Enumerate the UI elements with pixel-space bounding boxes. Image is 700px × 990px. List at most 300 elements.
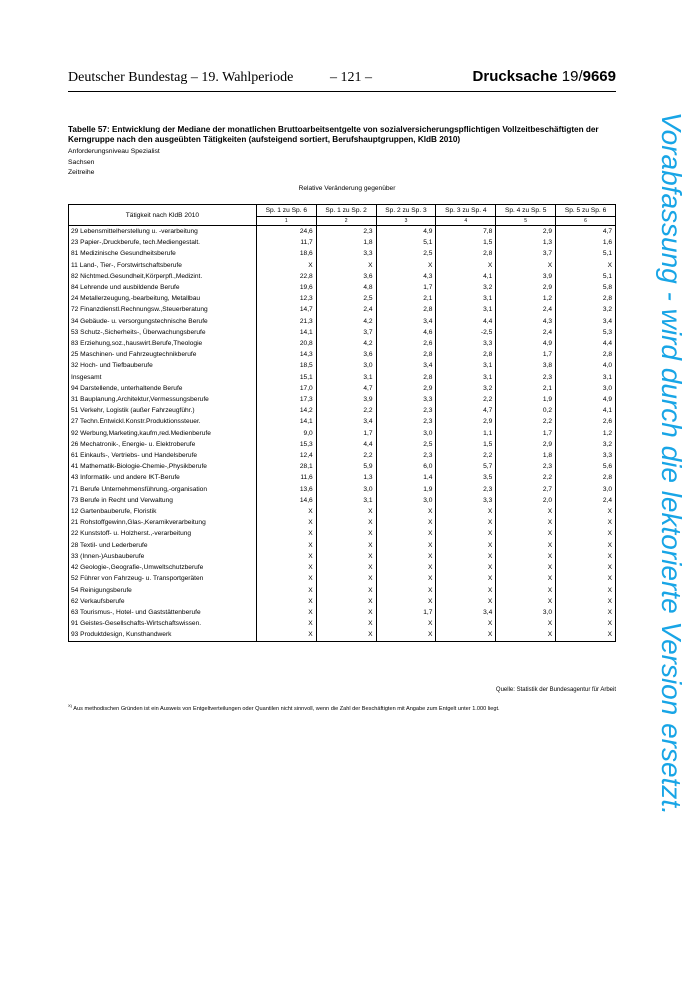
row-value-col-6: 2,6 [556, 416, 616, 427]
row-value-col-2: 3,0 [316, 360, 376, 371]
row-value-col-6: X [556, 618, 616, 629]
row-label: 21 Rohstoffgewinn,Glas-,Keramikverarbeitung [69, 517, 257, 528]
row-value-col-5: 1,7 [496, 428, 556, 439]
row-value-col-1: 14,3 [256, 349, 316, 360]
row-value-col-5: 2,4 [496, 304, 556, 315]
row-value-col-6: X [556, 573, 616, 584]
row-value-col-2: 3,9 [316, 394, 376, 405]
header-publication: Deutscher Bundestag – 19. Wahlperiode [68, 70, 294, 85]
row-label: 33 (Innen-)Ausbauberufe [69, 551, 257, 562]
row-value-col-1: 11,7 [256, 237, 316, 248]
row-value-col-6: X [556, 585, 616, 596]
row-value-col-1: 22,8 [256, 271, 316, 282]
row-value-col-1: X [256, 618, 316, 629]
row-value-col-3: X [376, 551, 436, 562]
row-label: 83 Erziehung,soz.,hauswirt.Berufe,Theologie [69, 338, 257, 349]
table-row [69, 226, 616, 238]
row-value-col-2: 2,2 [316, 405, 376, 416]
column-number-6: 6 [556, 217, 616, 226]
row-value-col-6: 5,8 [556, 282, 616, 293]
row-value-col-5: 1,3 [496, 237, 556, 248]
row-value-col-5: X [496, 517, 556, 528]
row-value-col-5: 2,0 [496, 495, 556, 506]
row-value-col-2: X [316, 551, 376, 562]
row-label: 12 Gartenbauberufe, Floristik [69, 506, 257, 517]
row-value-col-6: 4,7 [556, 226, 616, 238]
table-row [69, 484, 616, 495]
table-subtitles [68, 147, 160, 179]
row-value-col-3: 2,9 [376, 383, 436, 394]
row-value-col-3: 2,8 [376, 349, 436, 360]
row-label: 81 Medizinische Gesundheitsberufe [69, 248, 257, 259]
table-row [69, 428, 616, 439]
row-value-col-3: X [376, 528, 436, 539]
column-header-4: Sp. 3 zu Sp. 4 [436, 205, 496, 217]
row-label: 27 Techn.Entwickl.Konstr.Produktionssteuer. [69, 416, 257, 427]
row-value-col-6: X [556, 607, 616, 618]
row-value-col-5: X [496, 585, 556, 596]
row-value-col-3: 4,6 [376, 327, 436, 338]
row-value-col-1: X [256, 540, 316, 551]
row-value-col-4: 3,5 [436, 472, 496, 483]
row-value-col-3: 1,9 [376, 484, 436, 495]
row-value-col-6: 3,4 [556, 316, 616, 327]
row-value-col-2: 5,9 [316, 461, 376, 472]
table-row [69, 540, 616, 551]
row-label: Insgesamt [69, 372, 257, 383]
row-value-col-5: 2,7 [496, 484, 556, 495]
table-row [69, 495, 616, 506]
row-value-col-5: 4,3 [496, 316, 556, 327]
row-value-col-4: X [436, 596, 496, 607]
row-value-col-1: 14,2 [256, 405, 316, 416]
data-table [68, 204, 616, 642]
drucksache-label: Drucksache [472, 68, 558, 85]
row-value-col-5: X [496, 562, 556, 573]
footnote-marker: X) [68, 703, 72, 708]
row-value-col-2: 3,4 [316, 416, 376, 427]
row-value-col-4: X [436, 629, 496, 641]
label-column-header: Tätigkeit nach KldB 2010 [69, 205, 257, 226]
row-value-col-3: 2,8 [376, 304, 436, 315]
row-value-col-2: 4,2 [316, 316, 376, 327]
footnote-text: Aus methodischen Gründen ist ein Ausweis von Entgeltverteilungen oder Quantilen nicht sinnvoll, wenn die Zahl der Beschäftigten mit Angabe zum Entgelt unter 1.000 liegt. [73, 705, 500, 712]
row-value-col-4: -2,5 [436, 327, 496, 338]
row-label: 34 Gebäude- u. versorgungstechnische Berufe [69, 316, 257, 327]
table-row [69, 304, 616, 315]
row-value-col-3: 2,8 [376, 372, 436, 383]
row-value-col-3: X [376, 573, 436, 584]
row-value-col-2: 3,1 [316, 372, 376, 383]
table-row [69, 472, 616, 483]
page-header [68, 70, 616, 90]
row-value-col-5: 4,9 [496, 338, 556, 349]
row-value-col-1: 24,6 [256, 226, 316, 238]
row-label: 26 Mechatronik-, Energie- u. Elektroberufe [69, 439, 257, 450]
row-value-col-2: X [316, 260, 376, 271]
row-value-col-6: 5,6 [556, 461, 616, 472]
column-number-4: 4 [436, 217, 496, 226]
row-value-col-6: 4,9 [556, 394, 616, 405]
row-value-col-2: X [316, 517, 376, 528]
row-value-col-3: X [376, 562, 436, 573]
row-value-col-6: 5,3 [556, 327, 616, 338]
header-page-number: – 121 – [330, 70, 372, 85]
row-value-col-5: 2,3 [496, 372, 556, 383]
row-value-col-5: 1,2 [496, 293, 556, 304]
row-value-col-5: X [496, 596, 556, 607]
row-value-col-4: 5,7 [436, 461, 496, 472]
row-value-col-2: 3,1 [316, 495, 376, 506]
row-value-col-3: 3,4 [376, 316, 436, 327]
row-value-col-1: 14,1 [256, 416, 316, 427]
row-value-col-4: 3,1 [436, 360, 496, 371]
row-value-col-3: 2,3 [376, 405, 436, 416]
table-row [69, 394, 616, 405]
table-row [69, 349, 616, 360]
row-value-col-1: 21,3 [256, 316, 316, 327]
row-label: 23 Papier-,Druckberufe, tech.Mediengestalt. [69, 237, 257, 248]
row-value-col-1: 18,5 [256, 360, 316, 371]
row-value-col-3: X [376, 629, 436, 641]
row-label: 92 Werbung,Marketing,kaufm,red.Medienberufe [69, 428, 257, 439]
row-value-col-3: 2,5 [376, 248, 436, 259]
table-row [69, 596, 616, 607]
row-value-col-4: 3,1 [436, 372, 496, 383]
row-value-col-6: X [556, 506, 616, 517]
table-row [69, 260, 616, 271]
row-value-col-1: X [256, 506, 316, 517]
row-value-col-5: 2,9 [496, 226, 556, 238]
row-value-col-4: X [436, 551, 496, 562]
row-value-col-1: 20,8 [256, 338, 316, 349]
row-label: 63 Tourismus-, Hotel- und Gaststättenberufe [69, 607, 257, 618]
table-row [69, 405, 616, 416]
row-label: 94 Darstellende, unterhaltende Berufe [69, 383, 257, 394]
draft-watermark [651, 112, 691, 902]
row-value-col-4: X [436, 528, 496, 539]
row-value-col-5: X [496, 618, 556, 629]
table-row [69, 618, 616, 629]
row-value-col-6: 4,0 [556, 360, 616, 371]
table-row [69, 629, 616, 641]
row-label: 54 Reinigungsberufe [69, 585, 257, 596]
table-row [69, 461, 616, 472]
row-value-col-6: X [556, 260, 616, 271]
source-note: Quelle: Statistik der Bundesagentur für Arbeit [495, 687, 616, 693]
row-value-col-1: X [256, 629, 316, 641]
row-value-col-4: X [436, 618, 496, 629]
table-row [69, 338, 616, 349]
row-value-col-4: 2,9 [436, 416, 496, 427]
row-value-col-3: 3,3 [376, 394, 436, 405]
table-row [69, 528, 616, 539]
table-body [69, 226, 616, 642]
row-value-col-4: 2,3 [436, 484, 496, 495]
row-value-col-5: X [496, 528, 556, 539]
row-value-col-5: 1,8 [496, 450, 556, 461]
row-value-col-2: 3,7 [316, 327, 376, 338]
row-value-col-6: 3,1 [556, 372, 616, 383]
row-value-col-1: 17,0 [256, 383, 316, 394]
column-header-5: Sp. 4 zu Sp. 5 [496, 205, 556, 217]
table-row [69, 327, 616, 338]
row-value-col-1: 9,0 [256, 428, 316, 439]
row-value-col-6: 2,8 [556, 472, 616, 483]
row-value-col-5: 3,7 [496, 248, 556, 259]
table-row [69, 416, 616, 427]
row-value-col-1: 14,6 [256, 495, 316, 506]
row-value-col-6: 3,0 [556, 383, 616, 394]
header-row [69, 205, 616, 217]
column-header-2: Sp. 1 zu Sp. 2 [316, 205, 376, 217]
row-label: 91 Geistes-Gesellschafts-Wirtschaftswissen. [69, 618, 257, 629]
row-value-col-2: X [316, 618, 376, 629]
row-value-col-6: X [556, 551, 616, 562]
header-rule [68, 91, 616, 92]
row-value-col-6: X [556, 562, 616, 573]
row-value-col-2: 2,4 [316, 304, 376, 315]
row-value-col-1: X [256, 573, 316, 584]
row-value-col-5: 2,4 [496, 327, 556, 338]
row-value-col-4: 3,1 [436, 293, 496, 304]
row-label: 62 Verkaufsberufe [69, 596, 257, 607]
row-value-col-4: X [436, 562, 496, 573]
row-value-col-4: 4,4 [436, 316, 496, 327]
row-value-col-6: X [556, 528, 616, 539]
row-value-col-3: 3,0 [376, 495, 436, 506]
row-label: 32 Hoch- und Tiefbauberufe [69, 360, 257, 371]
row-value-col-1: 14,7 [256, 304, 316, 315]
row-label: 31 Bauplanung,Architektur,Vermessungsberufe [69, 394, 257, 405]
row-value-col-4: 2,8 [436, 349, 496, 360]
row-value-col-1: X [256, 260, 316, 271]
row-value-col-4: X [436, 260, 496, 271]
row-value-col-5: 1,7 [496, 349, 556, 360]
table-row [69, 517, 616, 528]
row-value-col-1: X [256, 528, 316, 539]
row-value-col-2: 3,0 [316, 484, 376, 495]
table-row [69, 271, 616, 282]
row-value-col-2: X [316, 528, 376, 539]
row-value-col-2: 3,6 [316, 349, 376, 360]
row-value-col-5: X [496, 540, 556, 551]
table-row [69, 316, 616, 327]
row-value-col-1: X [256, 607, 316, 618]
row-label: 22 Kunststoff- u. Holzherst.,-verarbeitung [69, 528, 257, 539]
column-header-1: Sp. 1 zu Sp. 6 [256, 205, 316, 217]
row-value-col-5: 0,2 [496, 405, 556, 416]
row-value-col-3: 2,3 [376, 450, 436, 461]
table-row [69, 607, 616, 618]
row-value-col-1: X [256, 517, 316, 528]
row-value-col-6: 3,3 [556, 450, 616, 461]
table-row [69, 450, 616, 461]
row-value-col-1: 13,6 [256, 484, 316, 495]
row-value-col-4: 4,1 [436, 271, 496, 282]
row-value-col-5: X [496, 551, 556, 562]
row-value-col-4: 3,4 [436, 607, 496, 618]
row-label: 11 Land-, Tier-, Forstwirtschaftsberufe [69, 260, 257, 271]
row-value-col-6: 3,2 [556, 304, 616, 315]
row-value-col-4: 3,2 [436, 282, 496, 293]
row-label: 29 Lebensmittelherstellung u. -verarbeitung [69, 226, 257, 238]
row-label: 43 Informatik- und andere IKT-Berufe [69, 472, 257, 483]
row-value-col-2: 4,8 [316, 282, 376, 293]
table-row [69, 439, 616, 450]
table-row [69, 383, 616, 394]
row-value-col-3: 1,7 [376, 607, 436, 618]
row-value-col-1: 15,3 [256, 439, 316, 450]
row-value-col-3: 1,4 [376, 472, 436, 483]
row-value-col-2: 1,3 [316, 472, 376, 483]
row-value-col-4: 2,2 [436, 450, 496, 461]
table-row [69, 585, 616, 596]
table-row [69, 551, 616, 562]
row-value-col-4: 4,7 [436, 405, 496, 416]
row-value-col-3: 4,9 [376, 226, 436, 238]
row-value-col-5: 2,3 [496, 461, 556, 472]
row-value-col-5: 2,9 [496, 282, 556, 293]
row-label: 25 Maschinen- und Fahrzeugtechnikberufe [69, 349, 257, 360]
row-label: 41 Mathematik-Biologie-Chemie-,Physikberufe [69, 461, 257, 472]
row-value-col-1: 17,3 [256, 394, 316, 405]
row-value-col-6: 5,1 [556, 271, 616, 282]
row-value-col-6: 1,6 [556, 237, 616, 248]
row-value-col-5: 1,9 [496, 394, 556, 405]
column-number-2: 2 [316, 217, 376, 226]
row-value-col-2: 3,6 [316, 271, 376, 282]
row-label: 42 Geologie-,Geografie-,Umweltschutzberufe [69, 562, 257, 573]
header-drucksache [473, 68, 616, 85]
row-value-col-6: X [556, 540, 616, 551]
row-value-col-6: 5,1 [556, 248, 616, 259]
row-value-col-3: 3,0 [376, 428, 436, 439]
row-value-col-2: 1,7 [316, 428, 376, 439]
row-value-col-5: 3,0 [496, 607, 556, 618]
row-value-col-4: 3,3 [436, 338, 496, 349]
row-value-col-3: X [376, 585, 436, 596]
row-value-col-4: 2,2 [436, 394, 496, 405]
watermark-text: Vorabfassung - wird durch die lektorierte Version ersetzt. [656, 112, 687, 815]
row-value-col-1: X [256, 551, 316, 562]
column-number-1: 1 [256, 217, 316, 226]
row-value-col-6: 1,2 [556, 428, 616, 439]
row-value-col-5: 2,9 [496, 439, 556, 450]
row-value-col-3: 4,3 [376, 271, 436, 282]
row-value-col-3: 1,7 [376, 282, 436, 293]
row-value-col-6: 4,4 [556, 338, 616, 349]
table-row [69, 248, 616, 259]
row-label: 93 Produktdesign, Kunsthandwerk [69, 629, 257, 641]
row-label: 24 Metallerzeugung,-bearbeitung, Metallbau [69, 293, 257, 304]
row-value-col-5: X [496, 629, 556, 641]
table-row [69, 372, 616, 383]
row-value-col-4: 3,3 [436, 495, 496, 506]
row-value-col-3: X [376, 596, 436, 607]
row-value-col-5: X [496, 573, 556, 584]
row-value-col-2: 4,2 [316, 338, 376, 349]
row-value-col-4: X [436, 573, 496, 584]
column-header-6: Sp. 5 zu Sp. 6 [556, 205, 616, 217]
row-label: 52 Führer von Fahrzeug- u. Transportgeräten [69, 573, 257, 584]
row-label: 82 Nichtmed.Gesundheit,Körperpfl.,Medizint. [69, 271, 257, 282]
row-value-col-2: 1,8 [316, 237, 376, 248]
row-value-col-2: X [316, 573, 376, 584]
row-value-col-1: 14,1 [256, 327, 316, 338]
row-label: 73 Berufe in Recht und Verwaltung [69, 495, 257, 506]
row-value-col-3: 2,5 [376, 439, 436, 450]
row-value-col-3: X [376, 506, 436, 517]
row-value-col-3: X [376, 540, 436, 551]
row-value-col-1: 12,3 [256, 293, 316, 304]
row-value-col-5: X [496, 260, 556, 271]
row-value-col-6: X [556, 517, 616, 528]
row-label: 84 Lehrende und ausbildende Berufe [69, 282, 257, 293]
row-value-col-3: X [376, 517, 436, 528]
row-value-col-1: 15,1 [256, 372, 316, 383]
table-row [69, 293, 616, 304]
row-value-col-3: 3,4 [376, 360, 436, 371]
row-value-col-3: 2,6 [376, 338, 436, 349]
row-label: 53 Schutz-,Sicherheits-, Überwachungsberufe [69, 327, 257, 338]
row-label: 51 Verkehr, Logistik (außer Fahrzeugführ.) [69, 405, 257, 416]
row-value-col-2: X [316, 585, 376, 596]
row-label: 72 Finanzdienstl.Rechnungsw.,Steuerberatung [69, 304, 257, 315]
row-value-col-4: X [436, 506, 496, 517]
relative-change-label: Relative Veränderung gegenüber [298, 185, 396, 192]
drucksache-number-plain: 19/ [561, 68, 583, 85]
table-row [69, 282, 616, 293]
row-value-col-1: X [256, 562, 316, 573]
row-value-col-1: 11,6 [256, 472, 316, 483]
table-row [69, 506, 616, 517]
row-value-col-6: 2,8 [556, 293, 616, 304]
row-value-col-1: 18,6 [256, 248, 316, 259]
row-value-col-4: X [436, 517, 496, 528]
row-value-col-2: X [316, 596, 376, 607]
row-value-col-1: 12,4 [256, 450, 316, 461]
row-value-col-4: 3,2 [436, 383, 496, 394]
row-value-col-3: X [376, 260, 436, 271]
row-value-col-2: X [316, 562, 376, 573]
row-value-col-2: X [316, 629, 376, 641]
row-value-col-3: 2,3 [376, 416, 436, 427]
row-value-col-4: 3,1 [436, 304, 496, 315]
row-value-col-4: X [436, 540, 496, 551]
column-number-3: 3 [376, 217, 436, 226]
row-label: 28 Textil- und Lederberufe [69, 540, 257, 551]
footnote [68, 703, 500, 712]
row-value-col-5: 2,1 [496, 383, 556, 394]
row-value-col-3: 2,1 [376, 293, 436, 304]
row-value-col-2: 2,3 [316, 226, 376, 238]
row-value-col-5: 2,2 [496, 416, 556, 427]
subtitle-series: Zeitreihe [68, 169, 95, 176]
row-value-col-6: 3,0 [556, 484, 616, 495]
row-value-col-5: 3,9 [496, 271, 556, 282]
table-row [69, 573, 616, 584]
row-value-col-6: 3,2 [556, 439, 616, 450]
row-value-col-5: 3,8 [496, 360, 556, 371]
subtitle-level: Anforderungsniveau Spezialist [68, 148, 160, 155]
row-value-col-6: 4,1 [556, 405, 616, 416]
row-value-col-3: 6,0 [376, 461, 436, 472]
row-value-col-1: X [256, 596, 316, 607]
row-value-col-2: 3,3 [316, 248, 376, 259]
row-value-col-3: X [376, 618, 436, 629]
row-value-col-1: X [256, 585, 316, 596]
